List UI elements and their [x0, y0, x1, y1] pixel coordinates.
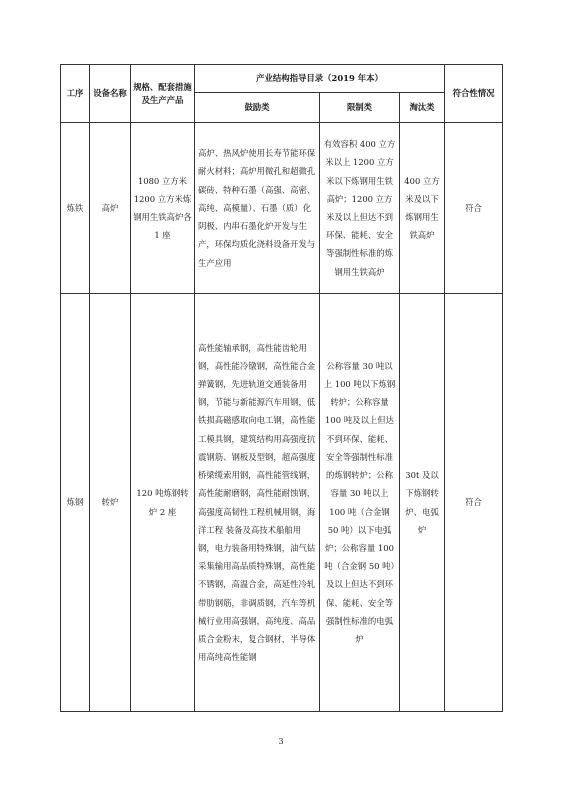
- header-equipment-name: 设备名称: [90, 65, 131, 123]
- cell-eliminate: 30t 及以下炼钢转炉、电弧炉: [400, 294, 445, 712]
- cell-eliminate: 400 立方米及以下炼钢用生铁高炉: [400, 123, 445, 294]
- cell-encourage: 高炉、热风炉使用长寿节能环保耐火材料；高炉用微孔和超微孔碳砖、特种石墨（高强、高密、高纯、高模量）、石墨（质）化阴极、内串石墨化炉开发与生产，环保均质化浇料设备开发与生产应用: [195, 123, 320, 294]
- cell-equipment: 转炉: [90, 294, 131, 712]
- industry-guidance-table: [60, 64, 503, 712]
- header-catalog: 产业结构指导目录（2019 年本）: [195, 65, 445, 93]
- cell-spec: 120 吨炼钢转炉 2 座: [131, 294, 195, 712]
- cell-equipment: 高炉: [90, 123, 131, 294]
- table-row-ironmaking: [61, 123, 503, 294]
- page-number: 3: [278, 737, 284, 746]
- cell-spec: 1080 立方米1200 立方米炼钢用生铁高炉各 1 座: [131, 123, 195, 294]
- table-row-steelmaking: [61, 294, 503, 712]
- cell-restrict: 有效容积 400 立方米以上 1200 立方米以下炼钢用生铁高炉；1200 立方米及以上但达不到环保、能耗、安全等强制性标准的炼钢用生铁高炉: [320, 123, 400, 294]
- header-process: 工序: [61, 65, 90, 123]
- cell-restrict: 公称容量 30 吨以上 100 吨以下炼钢转炉；公称容量 100 吨及以上但达不到环保、能耗、安全等强制性标准的炼钢转炉；公称容量 30 吨以上 100 吨（合金钢 50 吨）以下电弧炉；公称容量 100 吨（合金钢 50 吨）及以上但达不到环保、能耗、安全等强制性标准的电弧炉: [320, 294, 400, 712]
- cell-encourage: 高性能轴承钢，高性能齿轮用钢，高性能冷镦钢，高性能合金弹簧钢，先进轨道交通装备用钢，节能与新能源汽车用钢，低铁损高磁感取向电工钢，高性能工模具钢，建筑结构用高强度抗震钢筋、钢板及型钢，超高强度桥梁缆索用钢，高性能管线钢，高性能耐磨钢，高性能耐蚀钢，高强度高韧性工程机械用钢，海洋工程 装备及高技术船舶用钢，电力装备用特殊钢，油气钻采集输用高品质特殊钢，高性能不锈钢，高温合金，高延性冷轧带肋钢筋，非调质钢，汽车等机械行业用高强钢，高纯度、高品质合金粉末，复合钢材，半导体用高纯高性能钢: [195, 294, 320, 712]
- header-restrict: 限制类: [320, 93, 400, 123]
- header-eliminate: 淘汰类: [400, 93, 445, 123]
- header-encourage: 鼓励类: [195, 93, 320, 123]
- cell-compliance: 符合: [445, 294, 503, 712]
- cell-process: 炼铁: [61, 123, 90, 294]
- header-compliance: 符合性情况: [445, 65, 503, 123]
- cell-compliance: 符合: [445, 123, 503, 294]
- header-row-1: [61, 65, 503, 93]
- cell-process: 炼钢: [61, 294, 90, 712]
- header-spec: 规格、配套措施及生产产品: [131, 65, 195, 123]
